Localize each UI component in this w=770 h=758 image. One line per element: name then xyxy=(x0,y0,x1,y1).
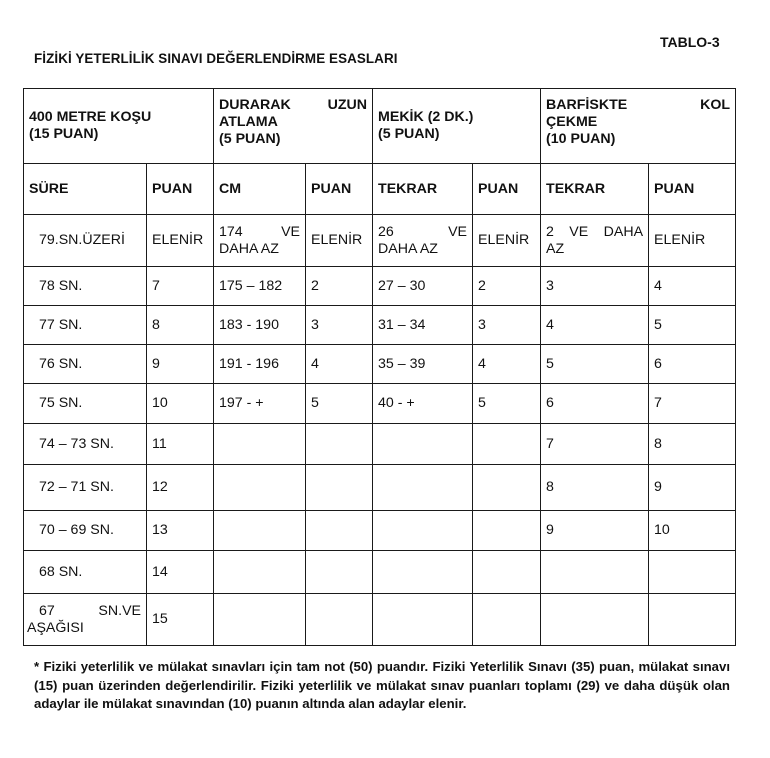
table-row xyxy=(24,424,736,465)
table-cell: 4 xyxy=(306,345,373,384)
group-title-part: BARFİSKTE xyxy=(546,97,628,113)
table-cell: 78 SN. xyxy=(24,267,147,306)
table-cell: 77 SN. xyxy=(24,306,147,345)
table-cell: 68 SN. xyxy=(24,551,147,594)
cell-text: 26 xyxy=(378,223,394,240)
table-cell: 5 xyxy=(306,384,373,424)
group-header-running xyxy=(24,89,214,164)
table-row xyxy=(24,215,736,267)
group-title-part: KOL xyxy=(700,97,731,113)
table-row xyxy=(24,465,736,511)
table-cell xyxy=(306,551,373,594)
table-cell xyxy=(214,215,306,267)
table-cell xyxy=(473,465,541,511)
table-cell: 8 xyxy=(649,424,736,465)
table-row xyxy=(24,306,736,345)
table-row xyxy=(24,384,736,424)
table-cell xyxy=(214,594,306,646)
table-cell xyxy=(373,551,473,594)
table-cell: 5 xyxy=(473,384,541,424)
table-cell: 76 SN. xyxy=(24,345,147,384)
group-title-line2: ÇEKME xyxy=(546,114,598,130)
document-title: FİZİKİ YETERLİLİK SINAVI DEĞERLENDİRME ESASLARI xyxy=(34,51,398,66)
table-cell xyxy=(306,465,373,511)
table-cell: 11 xyxy=(147,424,214,465)
table-cell: 3 xyxy=(473,306,541,345)
table-cell xyxy=(541,215,649,267)
cell-text: 174 xyxy=(219,223,243,240)
table-cell xyxy=(214,465,306,511)
group-title-part: DURARAK xyxy=(219,97,291,113)
table-row xyxy=(24,511,736,551)
table-cell xyxy=(473,424,541,465)
table-cell xyxy=(649,594,736,646)
group-header-long-jump xyxy=(214,89,373,164)
table-cell xyxy=(373,465,473,511)
group-title-line2: ATLAMA xyxy=(219,114,278,130)
table-cell xyxy=(473,511,541,551)
table-cell: 40 - + xyxy=(373,384,473,424)
table-cell xyxy=(373,511,473,551)
group-points: (10 PUAN) xyxy=(546,131,616,147)
table-cell xyxy=(373,594,473,646)
column-header: SÜRE xyxy=(24,164,147,215)
group-header-situps xyxy=(373,89,541,164)
cell-text: DAHA AZ xyxy=(378,240,438,257)
table-cell: 7 xyxy=(147,267,214,306)
cell-text: DAHA xyxy=(603,223,644,240)
table-cell: 9 xyxy=(541,511,649,551)
evaluation-table xyxy=(23,88,736,646)
table-cell: 75 SN. xyxy=(24,384,147,424)
table-row xyxy=(24,551,736,594)
table-row xyxy=(24,594,736,646)
cell-text: DAHA AZ xyxy=(219,240,279,257)
table-cell: 10 xyxy=(147,384,214,424)
table-cell: 79.SN.ÜZERİ xyxy=(24,215,147,267)
table-cell: 9 xyxy=(147,345,214,384)
table-cell xyxy=(373,215,473,267)
table-cell: 3 xyxy=(306,306,373,345)
table-number-label: TABLO-3 xyxy=(660,34,720,50)
cell-text: VE xyxy=(281,223,301,240)
table-cell: ELENİR xyxy=(147,215,214,267)
table-cell: 13 xyxy=(147,511,214,551)
cell-text: 2 xyxy=(546,223,554,240)
cell-text: 67 xyxy=(39,602,55,619)
table-cell: 15 xyxy=(147,594,214,646)
table-cell xyxy=(541,551,649,594)
table-cell: 12 xyxy=(147,465,214,511)
table-cell xyxy=(24,594,147,646)
group-title: MEKİK (2 DK.) xyxy=(378,109,474,125)
table-cell xyxy=(373,424,473,465)
group-title: 400 METRE KOŞU xyxy=(29,109,152,125)
table-cell: 197 - + xyxy=(214,384,306,424)
table-cell xyxy=(214,551,306,594)
group-points: (5 PUAN) xyxy=(219,131,281,147)
table-cell: 72 – 71 SN. xyxy=(24,465,147,511)
table-cell: 31 – 34 xyxy=(373,306,473,345)
table-cell: 70 – 69 SN. xyxy=(24,511,147,551)
table-cell: 2 xyxy=(473,267,541,306)
table-cell: 8 xyxy=(541,465,649,511)
table-cell: 5 xyxy=(649,306,736,345)
table-cell: 4 xyxy=(473,345,541,384)
table-cell: ELENİR xyxy=(306,215,373,267)
column-header: CM xyxy=(214,164,306,215)
table-cell: 3 xyxy=(541,267,649,306)
table-cell: 2 xyxy=(306,267,373,306)
table-cell: ELENİR xyxy=(649,215,736,267)
table-cell: 191 - 196 xyxy=(214,345,306,384)
group-header-pullups xyxy=(541,89,736,164)
group-points: (15 PUAN) xyxy=(29,126,99,142)
table-row xyxy=(24,345,736,384)
column-header: PUAN xyxy=(473,164,541,215)
table-cell: 4 xyxy=(649,267,736,306)
cell-text: SN.VE xyxy=(98,602,141,619)
table-cell: 7 xyxy=(541,424,649,465)
table-cell: 6 xyxy=(649,345,736,384)
column-header: PUAN xyxy=(147,164,214,215)
table-cell xyxy=(649,551,736,594)
cell-text: AZ xyxy=(546,240,565,257)
table-cell: 27 – 30 xyxy=(373,267,473,306)
cell-text: VE xyxy=(569,223,589,240)
cell-text: VE xyxy=(448,223,468,240)
footnote: * Fiziki yeterlilik ve mülakat sınavları için tam not (50) puandır. Fiziki Yeterlilik Sınavı (35) puan, mülakat sınavı (15) puan üzerinden değerlendirilir. Fiziki yeterlilik ve mülakat sınav puanları toplamı (29) ve daha düşük olan adaylar ile mülakat sınavından (10) puanın altında alan adaylar elenir. xyxy=(34,659,730,711)
table-cell xyxy=(306,424,373,465)
table-cell: 9 xyxy=(649,465,736,511)
table-cell: 5 xyxy=(541,345,649,384)
group-points: (5 PUAN) xyxy=(378,126,440,142)
column-header: PUAN xyxy=(649,164,736,215)
column-header-row xyxy=(24,164,736,215)
group-title-part: UZUN xyxy=(327,97,368,113)
cell-text: AŞAĞISI xyxy=(27,619,84,636)
table-cell: 35 – 39 xyxy=(373,345,473,384)
table-row xyxy=(24,267,736,306)
table-cell xyxy=(214,511,306,551)
table-cell: 10 xyxy=(649,511,736,551)
table-cell: 14 xyxy=(147,551,214,594)
column-header: PUAN xyxy=(306,164,373,215)
table-cell: 4 xyxy=(541,306,649,345)
table-cell: 6 xyxy=(541,384,649,424)
table-cell: 175 – 182 xyxy=(214,267,306,306)
column-header: TEKRAR xyxy=(541,164,649,215)
table-cell: 74 – 73 SN. xyxy=(24,424,147,465)
group-header-row xyxy=(24,89,736,164)
table-cell: 183 - 190 xyxy=(214,306,306,345)
table-cell xyxy=(541,594,649,646)
table-cell xyxy=(306,511,373,551)
table-cell xyxy=(473,551,541,594)
table-cell: ELENİR xyxy=(473,215,541,267)
table-cell xyxy=(306,594,373,646)
table-cell xyxy=(473,594,541,646)
table-cell: 8 xyxy=(147,306,214,345)
table-cell xyxy=(214,424,306,465)
column-header: TEKRAR xyxy=(373,164,473,215)
table-cell: 7 xyxy=(649,384,736,424)
